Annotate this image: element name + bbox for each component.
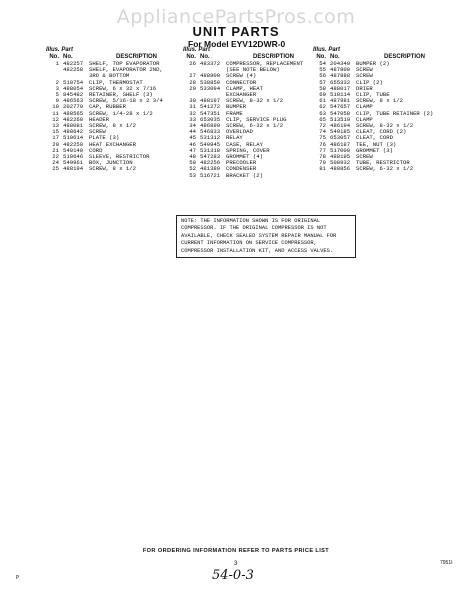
illus-number: 44 [189, 128, 196, 136]
part-description: CLAMP, HEAT [226, 84, 263, 92]
part-number: 487981 [330, 97, 351, 105]
part-description: SPRING, COVER [226, 146, 270, 154]
part-number: 482257 [63, 60, 84, 67]
part-number: 488195 [330, 153, 351, 161]
part-description: (SEE NOTE BELOW) [226, 66, 280, 74]
part-number: 482256 [200, 159, 221, 167]
illus-number: 30 [189, 97, 196, 105]
part-number: 488900 [200, 72, 221, 80]
part-number: 486899 [200, 122, 221, 130]
part-description: CLAMP [356, 103, 373, 111]
illus-number: 78 [319, 153, 326, 161]
column-header: Illus. Part No. No. DESCRIPTION [183, 47, 294, 60]
part-number: 531318 [200, 146, 221, 154]
part-number: 549945 [200, 140, 221, 148]
part-number: 547283 [200, 153, 221, 161]
part-description: EXCHANGER [226, 91, 257, 99]
part-description: SCREW [356, 153, 373, 161]
illus-number: 24 [52, 159, 59, 167]
illus-number: 22 [52, 153, 59, 161]
part-number: 547058 [330, 109, 351, 117]
column-header: Illus. Part No. No. DESCRIPTION [313, 47, 425, 60]
part-number: 488194 [63, 165, 84, 173]
illus-number: 1 [55, 60, 59, 67]
watermark: AppliancePartsPros.com [116, 6, 356, 28]
parts-column-3 [313, 47, 453, 173]
part-description: SCREW [89, 128, 106, 136]
illus-number: 52 [189, 165, 196, 173]
part-number: 653057 [330, 134, 351, 142]
illus-number: 61 [319, 97, 326, 105]
illus-number: 79 [319, 159, 326, 167]
part-number: 510646 [63, 153, 84, 161]
part-description: CLIP, THERMOSTAT [89, 78, 143, 86]
illus-number: 55 [319, 66, 326, 74]
illus-number: 29 [189, 84, 196, 92]
part-number: 549961 [63, 159, 84, 167]
part-number: 488856 [330, 165, 351, 173]
part-number: 538850 [200, 78, 221, 86]
part-row [313, 166, 453, 172]
part-description: SCREW [356, 66, 373, 74]
part-number: 513519 [330, 115, 351, 123]
illus-number: 57 [319, 78, 326, 86]
illus-number: 27 [189, 72, 196, 80]
part-number: 482259 [63, 140, 84, 148]
part-number: 547351 [200, 109, 221, 117]
part-description: HEAT EXCHANGER [89, 140, 136, 148]
illus-number: 81 [319, 165, 326, 173]
part-number: 486187 [330, 140, 351, 148]
part-description: SCREW, 6 x 32 x 7/16 [89, 84, 157, 92]
part-description: CLAMP [356, 115, 373, 123]
page-number: 3 [234, 561, 238, 567]
illus-number: 33 [189, 115, 196, 123]
part-description: CAP, RUBBER [89, 103, 126, 111]
part-number: 517000 [330, 146, 351, 154]
parts-column-1 [46, 47, 184, 173]
part-number: 653035 [200, 115, 221, 123]
part-description: SCREW, 1/4-28 x 1/2 [89, 109, 153, 117]
illus-number: 21 [52, 146, 59, 154]
part-description: FRAME [226, 109, 243, 117]
part-number: 547657 [330, 103, 351, 111]
part-description: CORD [89, 146, 103, 154]
part-description: CLIP, TUBE RETAINER (2) [356, 109, 434, 117]
part-description: SCREW, 6-32 x 1/2 [226, 122, 284, 130]
part-number: 481389 [200, 165, 221, 173]
illus-number: 25 [52, 165, 59, 173]
illus-number: 56 [319, 72, 326, 80]
part-number: 482260 [63, 115, 84, 123]
illus-number: 54 [319, 60, 326, 67]
part-number: 483372 [200, 60, 221, 67]
part-description: SCREW, 6-32 x 1/2 [356, 165, 414, 173]
part-number: 510754 [63, 78, 84, 86]
part-description: SCREW [356, 72, 373, 80]
part-description: HEADER [89, 115, 110, 123]
column-header: Illus. Part No. No. DESCRIPTION [46, 47, 157, 60]
illus-number: 62 [319, 103, 326, 111]
part-number: 655332 [330, 78, 351, 86]
part-description: RETAINER, SHELF (3) [89, 91, 153, 99]
illus-number: 47 [189, 146, 196, 154]
part-description: SCREW (4) [226, 72, 257, 80]
illus-number: 31 [189, 103, 196, 111]
compressor-note: NOTE: THE INFORMATION SHOWN IS FOR ORIGINAL COMPRESSOR. IF THE ORIGINAL COMPRESSOR IS NOT AVAILABLE, CHECK SEALED SYSTEM REPAIR MANUAL FOR CURRENT INFORMATION ON SERVICE COMPRESSOR, COMPRESSOR INSTALLATION KIT, AND ACCESS VALVES. [176, 215, 356, 258]
part-number: 508932 [330, 159, 351, 167]
part-description: TUBE, RESTRICTOR [356, 159, 410, 167]
part-row [46, 166, 184, 172]
handwritten-code: 54-0-3 [212, 568, 254, 583]
illus-number: 15 [52, 128, 59, 136]
part-description: BUMPER [226, 103, 247, 111]
part-number: 486194 [330, 122, 351, 130]
part-description: DRIER [356, 84, 373, 92]
illus-number: 17 [52, 134, 59, 142]
illus-number: 9 [55, 97, 59, 105]
part-description: CASE, RELAY [226, 140, 263, 148]
illus-number: 28 [189, 78, 196, 86]
illus-number: 50 [189, 159, 196, 167]
part-description: CLIP (2) [356, 78, 383, 86]
part-description: RELAY [226, 134, 243, 142]
illus-number: 32 [189, 109, 196, 117]
part-description: GROMMET (3) [356, 146, 393, 154]
illus-number: 20 [52, 140, 59, 148]
illus-number: 58 [319, 84, 326, 92]
part-description: 3RD & BOTTOM [89, 72, 130, 80]
part-description: PLATE (3) [89, 134, 120, 142]
part-number: 487800 [330, 66, 351, 74]
page-mark: P [16, 575, 20, 581]
part-number: 531312 [200, 134, 221, 142]
illus-number: 3 [55, 84, 59, 92]
part-number: 202770 [63, 103, 84, 111]
part-description: BOX, JUNCTION [89, 159, 133, 167]
illus-number: 34 [189, 122, 196, 130]
illus-number: 53 [189, 171, 196, 179]
illus-number: 72 [319, 122, 326, 130]
part-description: COMPRESSOR, REPLACEMENT [226, 60, 304, 67]
illus-number: 45 [189, 134, 196, 142]
document-code: 7951I [440, 560, 453, 566]
part-description: PRECOOLER [226, 159, 257, 167]
part-number: 488017 [330, 84, 351, 92]
part-description: CLEAT, CORD [356, 134, 393, 142]
part-description: CONNECTOR [226, 78, 257, 86]
part-number: 482258 [63, 66, 84, 74]
illus-number: 48 [189, 153, 196, 161]
part-description: BUMPER (2) [356, 60, 390, 67]
illus-number: 5 [55, 91, 59, 99]
part-number: 549140 [63, 146, 84, 154]
illus-number: 77 [319, 146, 326, 154]
part-number: 488054 [63, 84, 84, 92]
illus-number: 75 [319, 134, 326, 142]
illus-number: 11 [52, 109, 59, 117]
part-number: 488081 [63, 122, 84, 130]
part-description: SHELF, TOP EVAPORATOR [89, 60, 160, 67]
page-title: UNIT PARTS [192, 24, 280, 39]
part-description: SHELF, EVAPORATOR 2ND, [89, 66, 163, 74]
part-number: 533094 [200, 84, 221, 92]
illus-number: 10 [52, 103, 59, 111]
illus-number: 26 [189, 60, 196, 67]
part-row [183, 173, 321, 179]
illus-number: 46 [189, 140, 196, 148]
part-description: CLEAT, CORD (2) [356, 128, 407, 136]
part-number: 549185 [330, 128, 351, 136]
part-number: 546833 [200, 128, 221, 136]
part-description: BRACKET (2) [226, 171, 263, 179]
part-number: 488197 [200, 97, 221, 105]
illus-number: 60 [319, 91, 326, 99]
illus-number: 63 [319, 109, 326, 117]
illus-number: 13 [52, 122, 59, 130]
part-number: 845482 [63, 91, 84, 99]
part-number: 486563 [63, 97, 84, 105]
part-description: SCREW, 8 x 1/2 [356, 97, 403, 105]
part-description: SCREW, 8 x 1/2 [89, 165, 136, 173]
part-description: SCREW, 8-32 x 1/2 [356, 122, 414, 130]
part-number: 541272 [200, 103, 221, 111]
part-description: OVERLOAD [226, 128, 253, 136]
illus-number: 2 [55, 78, 59, 86]
part-number: 488642 [63, 128, 84, 136]
part-number: 204349 [330, 60, 351, 67]
illus-number: 76 [319, 140, 326, 148]
part-description: SLEEVE, RESTRICTOR [89, 153, 150, 161]
part-number: 516721 [200, 171, 221, 179]
part-description: CLIP, SERVICE PLUG [226, 115, 287, 123]
illus-number: 65 [319, 115, 326, 123]
parts-column-2 [183, 47, 321, 179]
part-description: TEE, NUT (3) [356, 140, 397, 148]
part-description: GROMMET (4) [226, 153, 263, 161]
part-description: SCREW, 8 x 1/2 [89, 122, 136, 130]
part-number: 510614 [63, 134, 84, 142]
part-number: 488565 [63, 109, 84, 117]
illus-number: 12 [52, 115, 59, 123]
model-subtitle: For Model EYV12DWR-0 [188, 39, 286, 49]
part-description: SCREW, 5/16-18 x 2 3/4 [89, 97, 163, 105]
part-description: SCREW, 8-32 x 1/2 [226, 97, 284, 105]
ordering-footer: FOR ORDERING INFORMATION REFER TO PARTS PRICE LIST [142, 548, 330, 554]
part-number: 487888 [330, 72, 351, 80]
part-description: CONDENSER [226, 165, 257, 173]
illus-number: 74 [319, 128, 326, 136]
part-description: CLIP, TUBE [356, 91, 390, 99]
part-number: 510114 [330, 91, 351, 99]
